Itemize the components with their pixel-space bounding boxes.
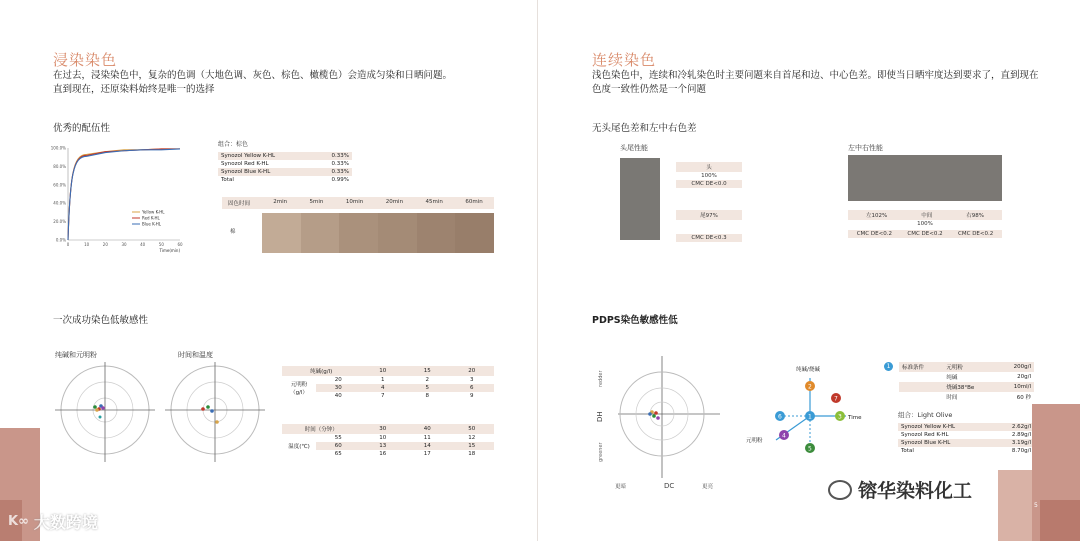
x-tick-label: 20 xyxy=(102,242,108,247)
y-bottom-label: greener xyxy=(598,442,604,462)
polar-label-alkali: 纯碱和元明粉 xyxy=(55,351,97,359)
x-tick-label: 0 xyxy=(66,242,70,247)
page-number: 5 xyxy=(1034,502,1038,509)
right-title: 连续染色 xyxy=(592,51,657,69)
swatch-row xyxy=(262,213,494,253)
fabric-swatch xyxy=(262,213,301,253)
x-tick-label: 10 xyxy=(84,242,90,247)
svg-text:3: 3 xyxy=(838,413,842,421)
standard-conditions: 1 标准条件 元明粉 200g/l 纯碱 20g/l 烧碱38°Be 10ml/l 时间 60 秒 组合：Light Olive Synozol Yellow K-HL 2.62g/l Synozol Red K-HL 2.89g/l Synozol Blue K-HL 3.19g/l Total 8.70g/l xyxy=(884,362,1034,455)
legend-label: Yellow K-HL xyxy=(142,209,165,215)
svg-text:5: 5 xyxy=(808,445,812,453)
left-intro-line1: 在过去，浸染染色中，复杂的色调（大地色调、灰色、棕色、橄榄色）会造成匀染和日晒问题。 xyxy=(53,70,453,81)
combo-row: Synozol Yellow K-HL 0.33% xyxy=(218,152,352,160)
right-page xyxy=(540,0,1080,541)
x-tick-label: 50 xyxy=(158,242,164,247)
polar-plot-time xyxy=(165,362,265,466)
y-top-label: redder xyxy=(598,370,604,387)
section-sensitivity-title: 一次成功染色低敏感性 xyxy=(53,315,149,326)
x-left-label: 更暗 xyxy=(615,484,627,490)
svg-text:7: 7 xyxy=(834,395,838,403)
svg-text:6: 6 xyxy=(778,413,782,421)
right-intro-line2: 色度一致性仍然是一个问题 xyxy=(592,84,707,95)
svg-text:1: 1 xyxy=(808,413,812,421)
deco-block xyxy=(998,470,1032,541)
combo-row: Synozol Blue K-HL 0.33% xyxy=(218,168,352,176)
x-tick-label: 40 xyxy=(140,242,146,247)
fabric-label: 棉 xyxy=(230,229,236,235)
left-page xyxy=(0,0,538,541)
pdps-polar-plot xyxy=(590,352,740,492)
y-tick-label: 100.0% xyxy=(50,145,66,151)
polar-plot-alkali xyxy=(55,362,155,466)
time-label: 10min xyxy=(345,199,364,205)
y-tick-label: 60.0% xyxy=(53,182,66,188)
section-pdps-title: PDPS染色敏感性低 xyxy=(592,315,678,326)
parameter-vector-diagram xyxy=(738,362,868,462)
time-row-label: 固色时间 xyxy=(228,201,251,207)
legend-label: Blue K-HL xyxy=(142,221,162,227)
series-line xyxy=(68,149,180,240)
section-compat-title: 优秀的配伍性 xyxy=(53,123,111,134)
lcr-values: 左102% 中间 右98% 100% CMC DE<0.2 CMC DE<0.2 CMC DE<0.2 xyxy=(848,210,1002,238)
olive-combo-table: Synozol Yellow K-HL 2.62g/l Synozol Red K-HL 2.89g/l Synozol Blue K-HL 3.19g/l Total 8.70g/l xyxy=(898,423,1034,455)
x-tick-label: 60 xyxy=(177,242,183,247)
condition-badge: 1 xyxy=(884,362,893,371)
time-label: 20min xyxy=(385,199,404,205)
watermark: K∞ 大数跨境 xyxy=(8,513,98,532)
fabric-swatch xyxy=(417,213,456,253)
alkali-table: 纯碱(g/l) 10 15 20 元明粉（g/l） 20 1 2 3 30 4 5 6 40 7 8 9 xyxy=(282,366,494,400)
left-intro-line2: 直到现在，还原染料始终是唯一的选择 xyxy=(53,84,215,95)
head-tail-values: 头 100% CMC DE<0.0 尾97% CMC DE<0.3 xyxy=(676,162,742,242)
y-tick-label: 0.0% xyxy=(55,237,66,243)
series-line xyxy=(68,149,180,240)
section-uniformity-title: 无头尾色差和左中右色差 xyxy=(592,123,697,134)
time-axis-label: Time xyxy=(848,415,862,421)
x-axis-label: Time(min) xyxy=(159,248,180,253)
polar-label-time: 时间和温度 xyxy=(178,351,213,359)
fabric-swatch xyxy=(301,213,340,253)
right-intro-line1: 浅色染色中，连续和冷轧染色时主要问题来自首尾和边、中心色差。即使当日晒牢度达到要求了，直到现在 xyxy=(592,70,1039,81)
combo-row: Total 0.99% xyxy=(221,177,349,183)
fixation-time-strip xyxy=(222,197,494,253)
olive-combo-title: 组合：Light Olive xyxy=(898,411,953,419)
svg-text:4: 4 xyxy=(782,432,786,440)
x-right-label: 更亮 xyxy=(702,484,714,490)
y-tick-label: 20.0% xyxy=(53,219,66,225)
head-tail-title: 头尾性能 xyxy=(620,144,648,152)
alkali-axis-label: 纯碱/烧碱 xyxy=(796,367,820,373)
series-line xyxy=(68,149,180,240)
time-label: 60min xyxy=(465,199,483,205)
brown-combo-table xyxy=(218,139,352,184)
y-tick-label: 80.0% xyxy=(53,163,66,169)
temperature-table: 时间（分钟） 30 40 50 温度(℃) 55 10 11 12 60 13 14 15 65 16 17 18 xyxy=(282,424,494,458)
lcr-title: 左中右性能 xyxy=(848,144,883,152)
brand-watermark: 镕华染料化工 xyxy=(828,476,972,503)
lcr-swatch xyxy=(848,155,1002,201)
watermark-logo-icon: K∞ xyxy=(8,514,29,529)
deco-block xyxy=(1040,500,1080,541)
salt-axis-label: 元明粉 xyxy=(746,438,763,444)
left-title: 浸染染色 xyxy=(53,51,118,69)
combo-title: 组合：棕色 xyxy=(218,141,249,148)
fabric-swatch xyxy=(378,213,417,253)
time-label: 45min xyxy=(425,199,443,205)
x-tick-label: 30 xyxy=(121,242,127,247)
svg-text:2: 2 xyxy=(808,383,812,391)
wechat-icon xyxy=(828,480,852,500)
y-tick-label: 40.0% xyxy=(53,200,66,206)
x-axis-label: DC xyxy=(664,482,675,490)
legend-label: Red K-HL xyxy=(142,215,160,221)
time-label: 2min xyxy=(273,199,288,205)
time-label: 5min xyxy=(309,199,324,205)
combo-row: Synozol Red K-HL 0.33% xyxy=(221,161,349,167)
head-tail-swatch xyxy=(620,158,660,240)
fabric-swatch xyxy=(455,213,494,253)
y-axis-label: DH xyxy=(596,411,604,422)
fixation-chart xyxy=(40,140,190,260)
fabric-swatch xyxy=(339,213,378,253)
